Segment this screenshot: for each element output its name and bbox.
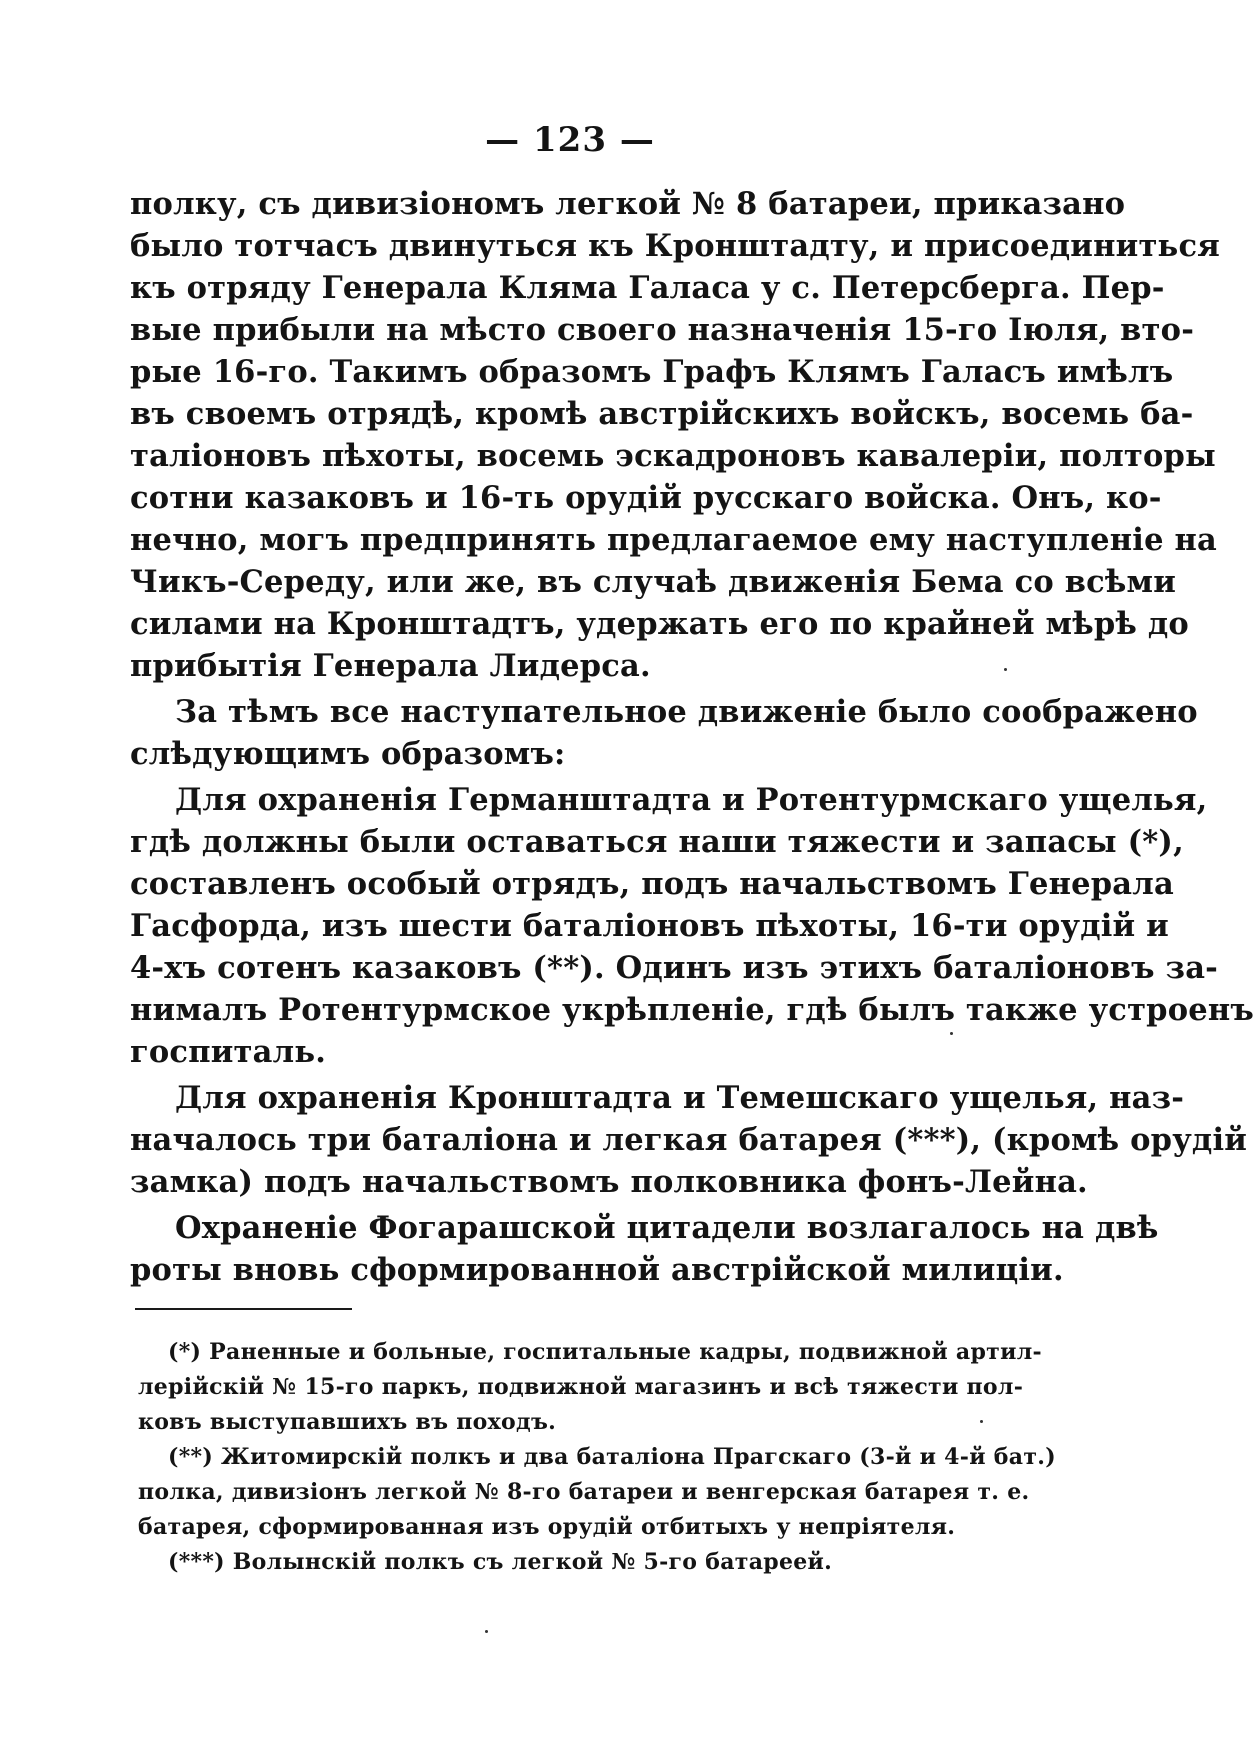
footnote-line: батарея, сформированная изъ орудiй отбитыхъ у непрiятеля. bbox=[138, 1514, 956, 1540]
text-line: прибытiя Генерала Лидерса. bbox=[130, 648, 651, 684]
footnote-line: (***) Волынскiй полкъ съ легкой № 5-го батареей. bbox=[168, 1549, 833, 1575]
text-line: нечно, могъ предпринять предлагаемое ему наступленiе на bbox=[130, 522, 1217, 558]
text-line: Для охраненiя Кронштадта и Темешскаго ущелья, наз- bbox=[175, 1080, 1185, 1116]
page-number: — 123 — bbox=[485, 120, 655, 160]
footnote-line: лерiйскiй № 15-го паркъ, подвижной магазинъ и всѣ тяжести пол- bbox=[138, 1374, 1024, 1400]
footnotes bbox=[138, 1335, 1056, 1580]
text-line: составленъ особый отрядъ, подъ начальствомъ Генерала bbox=[130, 866, 1174, 902]
text-line: слѣдующимъ образомъ: bbox=[130, 736, 566, 772]
footnote-line: (*) Раненные и больные, госпитальные кадры, подвижной артил- bbox=[168, 1339, 1042, 1365]
text-line: таліоновъ пѣхоты, восемь эскадроновъ кавалерiи, полторы bbox=[130, 438, 1216, 474]
text-line: гдѣ должны были оставаться наши тяжести и запасы (*), bbox=[130, 824, 1184, 860]
text-line: За тѣмъ все наступательное движенiе было соображено bbox=[175, 694, 1198, 730]
text-line: сотни казаковъ и 16-ть орудiй русскаго войска. Онъ, ко- bbox=[130, 480, 1162, 516]
text-line: нималъ Ротентурмское укрѣпленiе, гдѣ былъ также устроенъ bbox=[130, 992, 1254, 1028]
text-line: было тотчасъ двинуться къ Кронштадту, и присоединиться bbox=[130, 228, 1220, 264]
footnote-divider bbox=[135, 1308, 352, 1310]
footnote-line: (**) Житомирскiй полкъ и два баталiона Прагскаго (3-й и 4-й бат.) bbox=[168, 1444, 1056, 1470]
text-line: Для охраненiя Германштадта и Ротентурмскаго ущелья, bbox=[175, 782, 1208, 818]
text-line: силами на Кронштадтъ, удержать его по крайней мѣрѣ до bbox=[130, 606, 1189, 642]
main-text bbox=[130, 183, 1254, 1291]
footnote-line: ковъ выступавшихъ въ походъ. bbox=[138, 1409, 557, 1435]
text-line: 4-хъ сотенъ казаковъ (**). Одинъ изъ этихъ баталiоновъ за- bbox=[130, 950, 1219, 986]
text-line: Чикъ-Середу, или же, въ случаѣ движенiя Бема со всѣми bbox=[130, 564, 1177, 600]
text-line: роты вновь сформированной австрiйской милицiи. bbox=[130, 1252, 1064, 1288]
text-line: замка) подъ начальствомъ полковника фонъ-Лейна. bbox=[130, 1164, 1088, 1200]
text-line: къ отряду Генерала Кляма Галаса у с. Петерсберга. Пер- bbox=[130, 270, 1165, 306]
text-line: полку, съ дивизiономъ легкой № 8 батареи, приказано bbox=[130, 186, 1126, 222]
text-line: началось три баталiона и легкая батарея (***), (кромѣ орудiй bbox=[130, 1122, 1248, 1158]
text-line: въ своемъ отрядѣ, кромѣ австрiйскихъ войскъ, восемь ба- bbox=[130, 396, 1194, 432]
text-line: рые 16-го. Такимъ образомъ Графъ Клямъ Галасъ имѣлъ bbox=[130, 354, 1174, 390]
footnote-line: полка, дивизiонъ легкой № 8-го батареи и венгерская батарея т. е. bbox=[138, 1479, 1030, 1505]
text-line: вые прибыли на мѣсто своего назначенiя 15-го Iюля, вто- bbox=[130, 312, 1195, 348]
text-line: Охраненiе Фогарашской цитадели возлагалось на двѣ bbox=[175, 1210, 1159, 1246]
text-line: госпиталь. bbox=[130, 1034, 327, 1070]
text-line: Гасфорда, изъ шести баталiоновъ пѣхоты, 16-ти орудiй и bbox=[130, 908, 1169, 944]
